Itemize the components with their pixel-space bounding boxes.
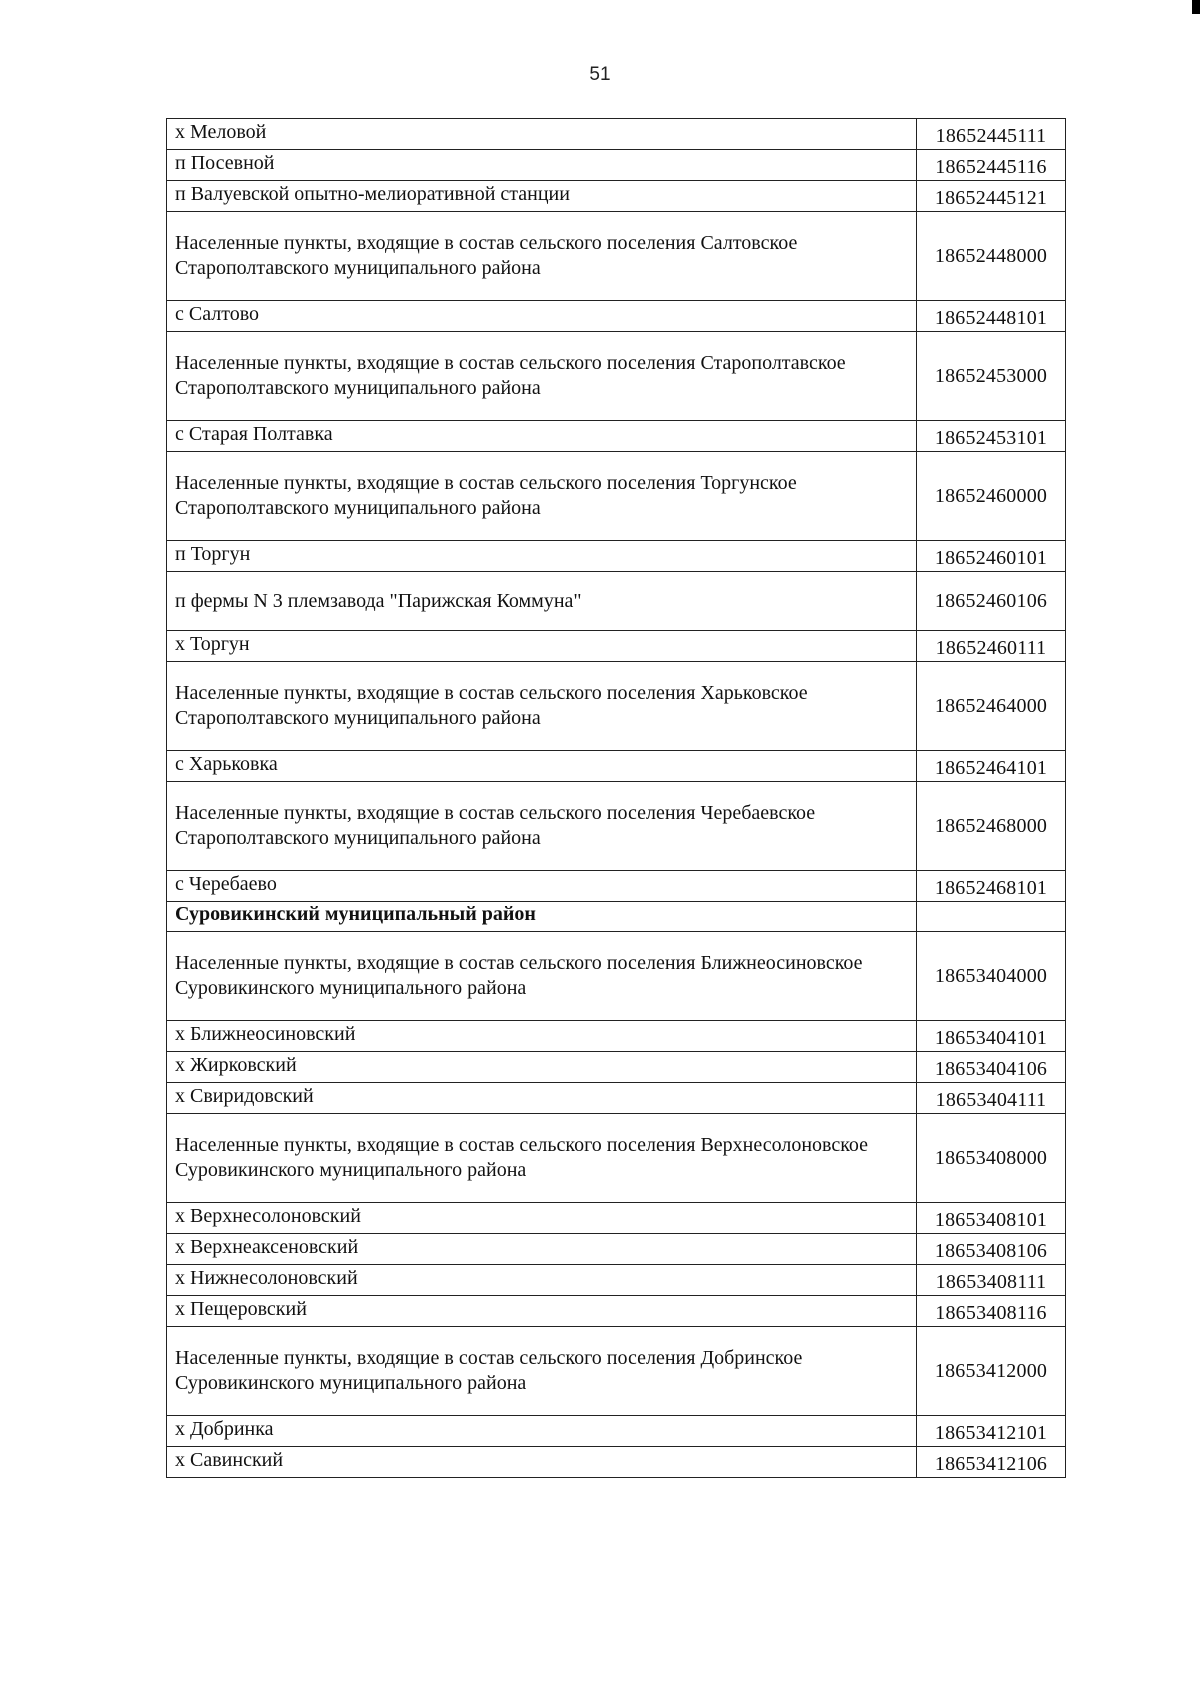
settlement-name-cell: п фермы N 3 племзавода "Парижская Коммуна": [167, 572, 917, 631]
settlement-row: [167, 751, 1066, 782]
oktmo-code-cell: 18652464000: [917, 662, 1066, 751]
oktmo-code-cell: 18652468101: [917, 871, 1066, 902]
settlements-table-body: [167, 119, 1066, 1478]
settlement-name-cell: п Торгун: [167, 541, 917, 572]
settlement-row: [167, 421, 1066, 452]
oktmo-code-cell: 18652445121: [917, 181, 1066, 212]
settlement-row: [167, 541, 1066, 572]
oktmo-code-cell: 18653404106: [917, 1052, 1066, 1083]
settlement-row: [167, 871, 1066, 902]
settlement-name-cell: х Верхнеаксеновский: [167, 1234, 917, 1265]
oktmo-code-cell: 18652460111: [917, 631, 1066, 662]
settlement-row: [167, 301, 1066, 332]
oktmo-code-cell: 18652445111: [917, 119, 1066, 150]
settlement-row: [167, 119, 1066, 150]
settlement-row: [167, 1265, 1066, 1296]
settlement-group-row: [167, 212, 1066, 301]
settlement-group-row: [167, 782, 1066, 871]
settlement-group-row: [167, 662, 1066, 751]
oktmo-code-cell: 18653408000: [917, 1114, 1066, 1203]
settlement-name-cell: х Ближнеосиновский: [167, 1021, 917, 1052]
settlement-name-cell: Населенные пункты, входящие в состав сельского поселения Торгунское Старополтавского муниципального района: [167, 452, 917, 541]
settlement-name-cell: с Салтово: [167, 301, 917, 332]
settlement-name-cell: х Добринка: [167, 1416, 917, 1447]
settlement-name-cell: Населенные пункты, входящие в состав сельского поселения Черебаевское Старополтавского муниципального района: [167, 782, 917, 871]
settlement-group-row: [167, 932, 1066, 1021]
oktmo-code-cell: 18653404000: [917, 932, 1066, 1021]
oktmo-code-cell: 18653404111: [917, 1083, 1066, 1114]
district-header-row: [167, 902, 1066, 932]
settlement-group-row: [167, 1327, 1066, 1416]
settlement-row: [167, 1052, 1066, 1083]
settlement-name-cell: с Старая Полтавка: [167, 421, 917, 452]
settlement-row: [167, 1416, 1066, 1447]
settlement-name-cell: х Нижнесолоновский: [167, 1265, 917, 1296]
settlement-name-cell: х Пещеровский: [167, 1296, 917, 1327]
settlement-row: [167, 181, 1066, 212]
settlement-row: [167, 1021, 1066, 1052]
settlement-name-cell: Населенные пункты, входящие в состав сельского поселения Харьковское Старополтавского муниципального района: [167, 662, 917, 751]
oktmo-code-cell: 18653408106: [917, 1234, 1066, 1265]
oktmo-code-cell: [917, 902, 1066, 932]
settlement-name-cell: Населенные пункты, входящие в состав сельского поселения Верхнесолоновское Суровикинского муниципального района: [167, 1114, 917, 1203]
settlement-group-row: [167, 332, 1066, 421]
oktmo-code-cell: 18652445116: [917, 150, 1066, 181]
oktmo-code-cell: 18653404101: [917, 1021, 1066, 1052]
settlements-table: [166, 118, 1066, 1478]
oktmo-code-cell: 18652448000: [917, 212, 1066, 301]
oktmo-code-cell: 18653408116: [917, 1296, 1066, 1327]
settlement-name-cell: п Посевной: [167, 150, 917, 181]
scan-edge-mark: [1192, 0, 1200, 14]
settlement-name-cell: х Свиридовский: [167, 1083, 917, 1114]
oktmo-code-cell: 18653412101: [917, 1416, 1066, 1447]
oktmo-code-cell: 18652460106: [917, 572, 1066, 631]
settlement-row: [167, 1447, 1066, 1478]
oktmo-code-cell: 18652460000: [917, 452, 1066, 541]
settlement-name-cell: с Черебаево: [167, 871, 917, 902]
settlement-row: [167, 1083, 1066, 1114]
oktmo-code-cell: 18652453000: [917, 332, 1066, 421]
settlement-name-cell: х Савинский: [167, 1447, 917, 1478]
settlement-name-cell: с Харьковка: [167, 751, 917, 782]
settlement-name-cell: х Жирковский: [167, 1052, 917, 1083]
settlement-row: [167, 1296, 1066, 1327]
oktmo-code-cell: 18652460101: [917, 541, 1066, 572]
settlement-name-cell: х Торгун: [167, 631, 917, 662]
settlement-name-cell: Суровикинский муниципальный район: [167, 902, 917, 932]
settlement-name-cell: Населенные пункты, входящие в состав сельского поселения Старополтавское Старополтавского муниципального района: [167, 332, 917, 421]
oktmo-code-cell: 18652468000: [917, 782, 1066, 871]
page-number: 51: [589, 64, 611, 85]
settlement-group-row: [167, 1114, 1066, 1203]
settlement-group-row: [167, 452, 1066, 541]
settlement-row: [167, 150, 1066, 181]
settlement-name-cell: Населенные пункты, входящие в состав сельского поселения Ближнеосиновское Суровикинского муниципального района: [167, 932, 917, 1021]
settlement-name-cell: п Валуевской опытно-мелиоративной станции: [167, 181, 917, 212]
oktmo-code-cell: 18653412000: [917, 1327, 1066, 1416]
settlement-row: [167, 1234, 1066, 1265]
oktmo-code-cell: 18653408111: [917, 1265, 1066, 1296]
oktmo-code-cell: 18653408101: [917, 1203, 1066, 1234]
settlement-name-cell: х Меловой: [167, 119, 917, 150]
settlement-row: [167, 572, 1066, 631]
oktmo-code-cell: 18652464101: [917, 751, 1066, 782]
oktmo-code-cell: 18653412106: [917, 1447, 1066, 1478]
settlement-name-cell: х Верхнесолоновский: [167, 1203, 917, 1234]
settlement-name-cell: Населенные пункты, входящие в состав сельского поселения Салтовское Старополтавского муниципального района: [167, 212, 917, 301]
oktmo-code-cell: 18652448101: [917, 301, 1066, 332]
settlement-row: [167, 631, 1066, 662]
oktmo-code-cell: 18652453101: [917, 421, 1066, 452]
settlement-name-cell: Населенные пункты, входящие в состав сельского поселения Добринское Суровикинского муниципального района: [167, 1327, 917, 1416]
settlement-row: [167, 1203, 1066, 1234]
